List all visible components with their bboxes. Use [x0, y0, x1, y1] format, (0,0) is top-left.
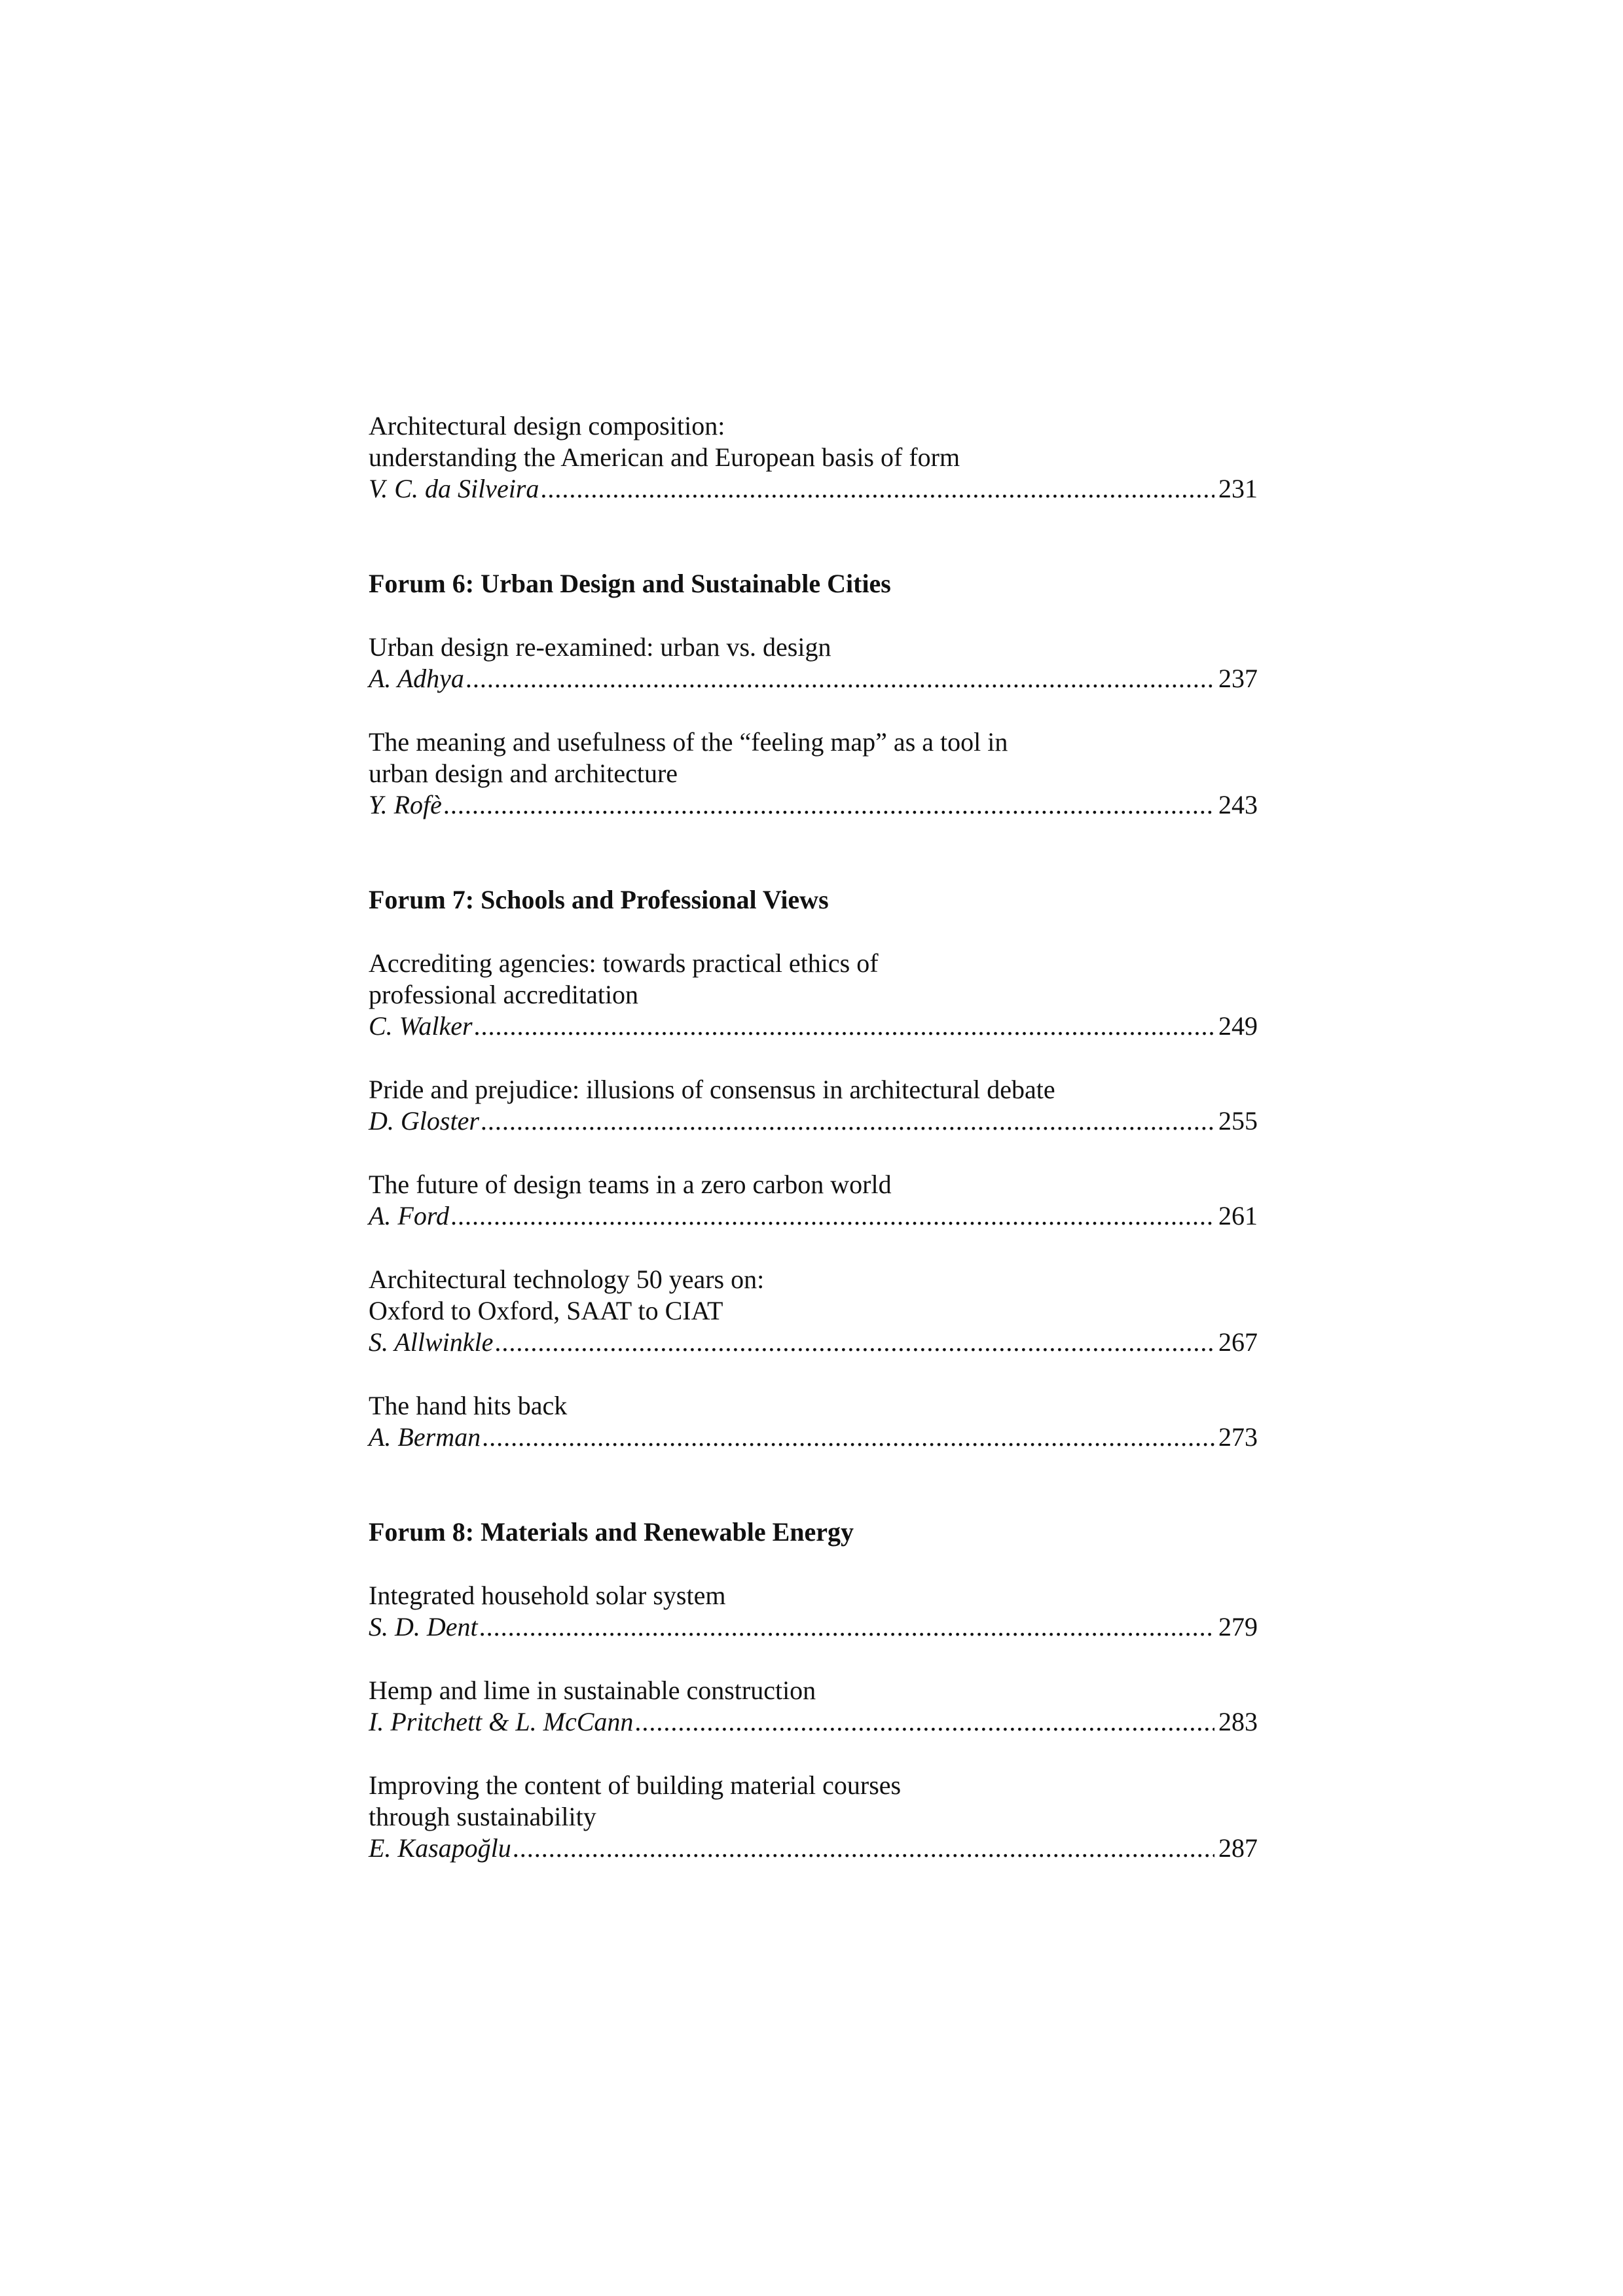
section-spacer: [369, 600, 1258, 632]
dot-leader: [540, 473, 1214, 505]
table-of-contents: [369, 410, 1258, 1864]
dot-leader: [465, 663, 1214, 694]
entry-page-number: 261: [1218, 1201, 1258, 1230]
entry-authors: A. Berman: [369, 1422, 481, 1452]
entry-authors: I. Pritchett & L. McCann: [369, 1707, 634, 1736]
entry-page-number: 231: [1218, 474, 1258, 503]
toc-section: [369, 410, 1258, 505]
entry-authors: S. Allwinkle: [369, 1327, 494, 1357]
entry-authors: E. Kasapoğlu: [369, 1833, 511, 1863]
entry-author-line: [369, 1327, 1258, 1358]
entry-author-line: [369, 789, 1258, 821]
entry-authors: S. D. Dent: [369, 1612, 478, 1641]
entry-title-line: urban design and architecture: [369, 759, 678, 788]
toc-entry: [369, 726, 1258, 821]
entry-title-line: professional accreditation: [369, 980, 639, 1009]
entry-spacer: [369, 694, 1258, 726]
entry-spacer: [369, 1042, 1258, 1074]
section-spacer: [369, 505, 1258, 568]
toc-entry: [369, 948, 1258, 1042]
dot-leader: [481, 1105, 1214, 1137]
dot-leader: [479, 1611, 1214, 1643]
section-heading: Forum 8: Materials and Renewable Energy: [369, 1517, 854, 1547]
entry-authors: D. Gloster: [369, 1106, 479, 1136]
section-spacer: [369, 916, 1258, 948]
entry-title-line: Architectural technology 50 years on:: [369, 1265, 765, 1294]
toc-entry: [369, 1264, 1258, 1358]
entry-spacer: [369, 1643, 1258, 1675]
dot-leader: [482, 1422, 1214, 1453]
entry-spacer: [369, 1137, 1258, 1169]
dot-leader: [474, 1011, 1214, 1042]
dot-leader: [513, 1833, 1214, 1864]
entry-authors: V. C. da Silveira: [369, 474, 539, 503]
toc-entry: [369, 410, 1258, 505]
dot-leader: [443, 789, 1214, 821]
entry-page-number: 283: [1218, 1707, 1258, 1736]
entry-page-number: 249: [1218, 1011, 1258, 1041]
entry-title-line: Architectural design composition:: [369, 411, 725, 440]
entry-title-line: understanding the American and European basis of form: [369, 442, 960, 472]
section-spacer: [369, 821, 1258, 884]
entry-title-line: Accrediting agencies: towards practical ethics of: [369, 948, 879, 978]
entry-spacer: [369, 1232, 1258, 1264]
entry-spacer: [369, 1358, 1258, 1390]
entry-page-number: 237: [1218, 664, 1258, 693]
entry-page-number: 267: [1218, 1327, 1258, 1357]
entry-author-line: [369, 1105, 1258, 1137]
entry-author-line: [369, 1011, 1258, 1042]
entry-author-line: [369, 1422, 1258, 1453]
toc-entry: [369, 1580, 1258, 1643]
section-heading: Forum 7: Schools and Professional Views: [369, 885, 829, 914]
entry-page-number: 243: [1218, 790, 1258, 819]
toc-entry: [369, 1074, 1258, 1137]
entry-authors: C. Walker: [369, 1011, 473, 1041]
entry-title-line: through sustainability: [369, 1802, 596, 1831]
toc-entry: [369, 1169, 1258, 1232]
dot-leader: [634, 1706, 1214, 1738]
entry-title-line: The hand hits back: [369, 1391, 568, 1420]
entry-page-number: 255: [1218, 1106, 1258, 1136]
toc-entry: [369, 1770, 1258, 1864]
entry-title-line: Hemp and lime in sustainable construction: [369, 1676, 816, 1705]
toc-entry: [369, 1390, 1258, 1453]
entry-title-line: Improving the content of building material courses: [369, 1770, 902, 1800]
entry-page-number: 273: [1218, 1422, 1258, 1452]
dot-leader: [450, 1200, 1214, 1232]
toc-entry: [369, 632, 1258, 694]
section-heading: Forum 6: Urban Design and Sustainable Cities: [369, 569, 891, 598]
entry-author-line: [369, 1706, 1258, 1738]
toc-section: [369, 1453, 1258, 1864]
entry-authors: A. Adhya: [369, 664, 464, 693]
entry-authors: A. Ford: [369, 1201, 449, 1230]
entry-author-line: [369, 1833, 1258, 1864]
section-spacer: [369, 1453, 1258, 1516]
entry-title-line: The meaning and usefulness of the “feeling map” as a tool in: [369, 727, 1008, 757]
toc-entry: [369, 1675, 1258, 1738]
entry-author-line: [369, 1611, 1258, 1643]
entry-spacer: [369, 1738, 1258, 1770]
entry-title-line: Integrated household solar system: [369, 1581, 726, 1610]
dot-leader: [494, 1327, 1214, 1358]
entry-authors: Y. Rofè: [369, 790, 442, 819]
section-spacer: [369, 1548, 1258, 1580]
entry-author-line: [369, 663, 1258, 694]
toc-section: [369, 505, 1258, 821]
toc-section: [369, 821, 1258, 1453]
entry-title-line: Pride and prejudice: illusions of consensus in architectural debate: [369, 1075, 1055, 1104]
entry-title-line: Oxford to Oxford, SAAT to CIAT: [369, 1296, 723, 1325]
entry-title-line: The future of design teams in a zero carbon world: [369, 1170, 892, 1199]
entry-title-line: Urban design re-examined: urban vs. design: [369, 632, 831, 662]
entry-author-line: [369, 473, 1258, 505]
entry-page-number: 279: [1218, 1612, 1258, 1641]
entry-page-number: 287: [1218, 1833, 1258, 1863]
entry-author-line: [369, 1200, 1258, 1232]
